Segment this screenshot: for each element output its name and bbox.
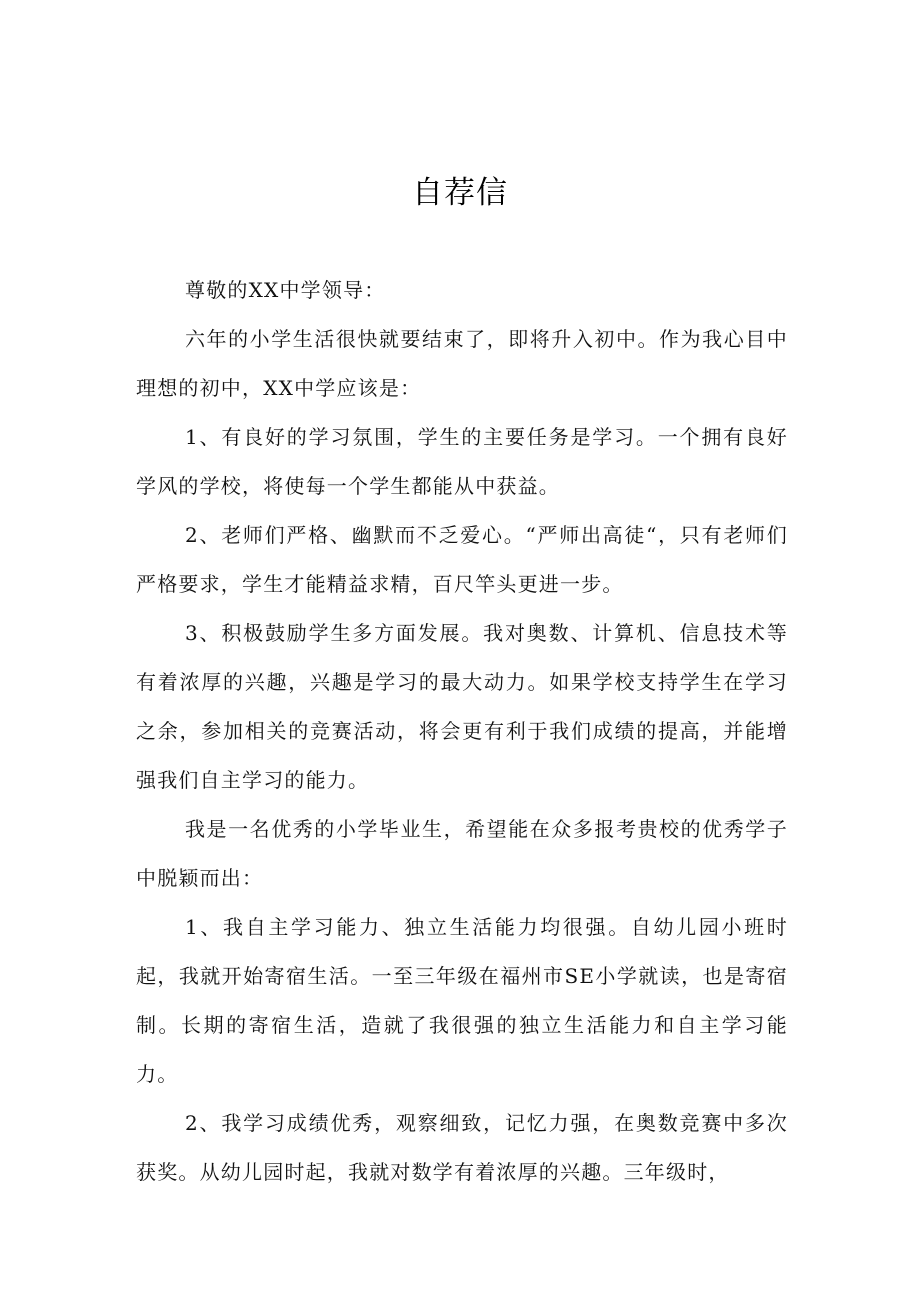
document-title: 自荐信 — [412, 175, 508, 211]
paragraph-point-3: 3、积极鼓励学生多方面发展。我对奥数、计算机、信息技术等有着浓厚的兴趣，兴趣是学习的最大动力。如果学校支持学生在学习之余，参加相关的竞赛活动，将会更有利于我们成绩的提高，并能增强我们自主学习的能力。 — [136, 621, 788, 792]
paragraph-strength-1: 1、我自主学习能力、独立生活能力均很强。自幼儿园小班时起，我就开始寄宿生活。一至三年级在福州市SE小学就读，也是寄宿制。长期的寄宿生活，造就了我很强的独立生活能力和自主学习能力。 — [136, 915, 788, 1086]
paragraph-self-intro: 我是一名优秀的小学毕业生，希望能在众多报考贵校的优秀学子中脱颖而出： — [136, 817, 788, 890]
paragraph-strength-2: 2、我学习成绩优秀，观察细致，记忆力强，在奥数竞赛中多次获奖。从幼儿园时起，我就对数学有着浓厚的兴趣。三年级时， — [136, 1111, 788, 1184]
paragraph-point-1: 1、有良好的学习氛围，学生的主要任务是学习。一个拥有良好学风的学校，将使每一个学生都能从中获益。 — [136, 425, 788, 498]
paragraph-point-2: 2、老师们严格、幽默而不乏爱心。“严师出高徒“，只有老师们严格要求，学生才能精益求精，百尺竿头更进一步。 — [136, 523, 788, 596]
letter-body — [136, 266, 788, 1197]
paragraph-intro: 六年的小学生活很快就要结束了，即将升入初中。作为我心目中理想的初中，XX中学应该是： — [136, 327, 788, 400]
salutation: 尊敬的XX中学领导： — [185, 278, 386, 302]
